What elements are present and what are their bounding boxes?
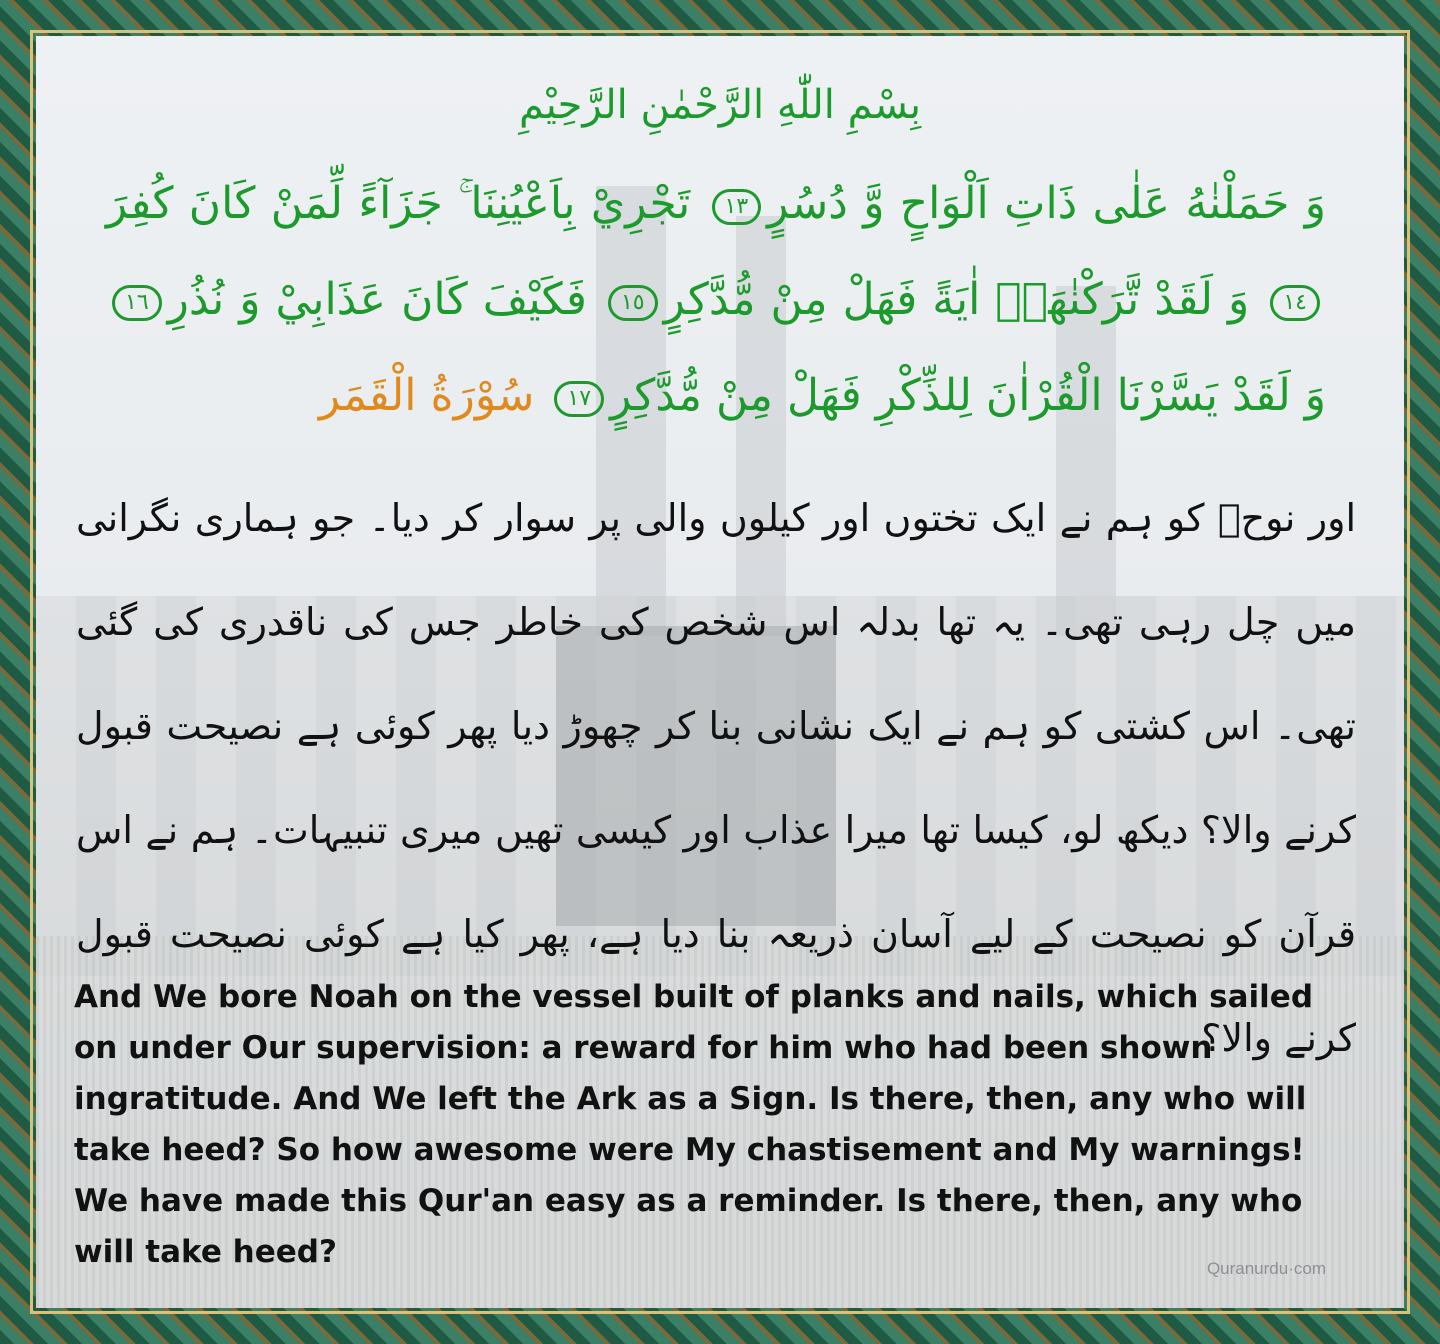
content-panel xyxy=(36,36,1404,1308)
site-watermark: Quranurdu·com xyxy=(1206,1259,1326,1278)
arabic-verses xyxy=(106,156,1326,444)
arabic-verse: تَجْرِيْ بِاَعْيُنِنَا ۚ جَزَآءً لِّمَنْ كَانَ كُفِرَ xyxy=(106,178,691,229)
bismillah: بِسْمِ اللّٰهِ الرَّحْمٰنِ الرَّحِيْمِ xyxy=(518,82,922,128)
arabic-verse: وَ لَقَدْ تَّرَكْنٰهَاۤ اٰيَةً فَهَلْ مِنْ مُّدَّكِرٍ xyxy=(663,274,1250,325)
arabic-verse: وَ لَقَدْ يَسَّرْنَا الْقُرْاٰنَ لِلذِّكْرِ فَهَلْ مِنْ مُّدَّكِرٍ xyxy=(610,370,1326,421)
english-translation: And We bore Noah on the vessel built of planks and nails, which sailed on under Our supervision: a reward for him who had been shown ingratitude. And We left the Ark as a Sign. Is there, then, any who will take heed? So how awesome were My chastisement and My warnings! We have made this Qur'an easy as a reminder. Is there, then, any who will take heed? xyxy=(74,979,1314,1270)
ayah-number-marker: ١٤ xyxy=(1270,285,1320,321)
arabic-verse: وَ حَمَلْنٰهُ عَلٰى ذَاتِ اَلْوَاحٍ وَّ دُسُرٍ xyxy=(767,178,1326,229)
ayah-number-marker: ١٥ xyxy=(608,285,658,321)
ayah-number-marker: ١٦ xyxy=(112,285,162,321)
ayah-number-marker: ١٧ xyxy=(554,381,604,417)
urdu-translation: اور نوحؑ کو ہم نے ایک تختوں اور کیلوں والی پر سوار کر دیا۔ جو ہماری نگرانی میں چل رہی تھی۔ یہ تھا بدلہ اس شخص کی خاطر جس کی ناقدری کی گئی تھی۔ اس کشتی کو ہم نے ایک نشانی بنا کر چھوڑ دیا پھر کوئی ہے نصیحت قبول کرنے والا؟ دیکھ لو، کیسا تھا میرا عذاب اور کیسی تھیں میری تنبیہات۔ ہم نے اس قرآن کو نصیحت کے لیے آسان ذریعہ بنا دیا ہے، پھر کیا ہے کوئی نصیحت قبول کرنے والا؟ xyxy=(76,496,1356,1060)
ayah-number-marker: ١٣ xyxy=(712,189,762,225)
arabic-verse: فَكَيْفَ كَانَ عَذَابِيْ وَ نُذُرِ xyxy=(167,274,587,325)
surah-name: سُوْرَةُ الْقَمَر xyxy=(318,370,535,421)
